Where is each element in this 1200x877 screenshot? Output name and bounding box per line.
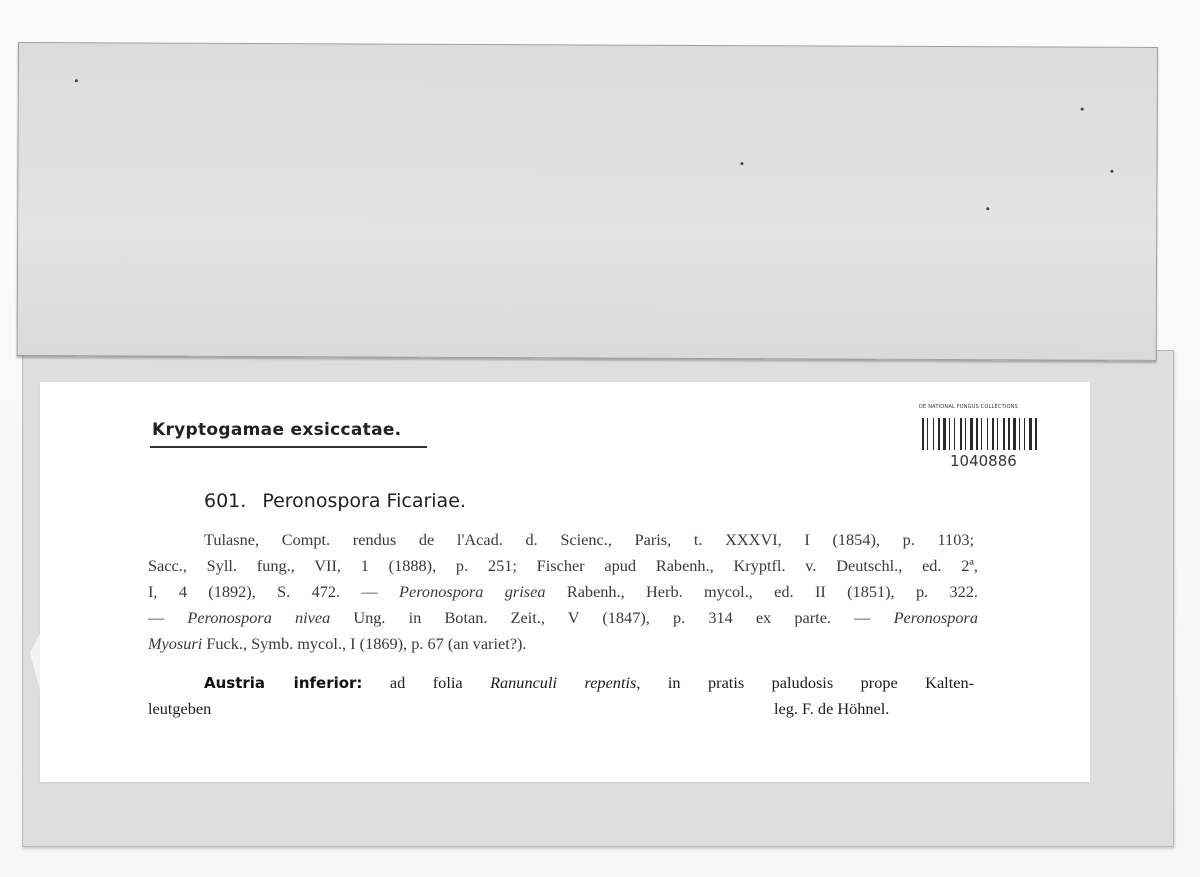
locality-line <box>204 670 974 696</box>
collector: leg. F. de Höhnel. <box>774 699 890 718</box>
locality-line: leutgeben <box>148 699 212 718</box>
locality-region: Austria inferior: <box>204 674 363 692</box>
barcode-bar <box>987 418 988 450</box>
barcode-bar <box>981 418 982 450</box>
barcode-bar <box>997 418 998 450</box>
citation-text: Ung. in Botan. Zeit., V (1847), p. 314 ex parte. — <box>330 608 894 627</box>
dust-speck <box>740 162 743 165</box>
species-heading <box>204 490 466 512</box>
citation-line <box>148 579 978 605</box>
barcode-bar <box>965 418 966 450</box>
series-title: Kryptogamae exsiccatae. <box>152 420 402 440</box>
barcode-bar <box>927 418 928 450</box>
barcode-bar <box>1019 418 1020 450</box>
barcode-bar <box>938 418 940 450</box>
barcode-sticker <box>912 398 1072 480</box>
barcode-bar <box>1024 418 1025 450</box>
barcode-bar <box>1008 418 1010 450</box>
barcode-bar <box>933 418 934 450</box>
species-name: Peronospora Ficariae. <box>262 490 466 512</box>
barcode-bar <box>1013 418 1016 450</box>
barcode-bar <box>1029 418 1032 450</box>
citation-text: — <box>148 608 188 627</box>
synonym-name: Myosuri <box>148 634 203 653</box>
synonym-name: Peronospora nivea <box>187 608 331 627</box>
citation-text: Fuck., Symb. mycol., I (1869), p. 67 (an variet?). <box>202 634 527 653</box>
citation-line: Tulasne, Compt. rendus de l'Acad. d. Scienc., Paris, t. XXXVI, I (1854), p. 1103; <box>204 530 974 549</box>
citation-text: I, 4 (1892), S. 472. — <box>148 582 400 601</box>
locality-text: ad folia <box>362 673 491 692</box>
citation-line <box>148 605 978 631</box>
barcode-bar <box>1035 418 1037 450</box>
barcode-bar <box>976 418 978 450</box>
dust-speck <box>986 207 989 210</box>
barcode-bar <box>954 418 955 450</box>
synonym-name: Peronospora <box>893 608 978 627</box>
barcode-bar <box>960 418 962 450</box>
series-title-underline <box>150 446 427 448</box>
locality-text: , in pratis paludosis prope Kalten- <box>636 673 974 692</box>
barcode-bar <box>922 418 924 450</box>
citation-line: Sacc., Syll. fung., VII, 1 (1888), p. 251; Fischer apud Rabenh., Kryptfl. v. Deutschl., ed. 2ª, <box>148 556 978 575</box>
barcode-bar <box>943 418 946 450</box>
species-number: 601. <box>204 490 247 512</box>
barcode-icon <box>922 418 1062 450</box>
barcode-bar <box>1003 418 1005 450</box>
dust-speck <box>1081 108 1084 111</box>
barcode-bar <box>992 418 994 450</box>
synonym-name: Peronospora grisea <box>399 582 546 601</box>
dust-speck <box>75 79 78 82</box>
host-name: Ranunculi repentis <box>490 673 637 692</box>
barcode-bar <box>949 418 950 450</box>
citation-line <box>148 631 978 657</box>
barcode-number: 1040886 <box>950 452 1017 470</box>
dust-speck <box>1110 170 1113 173</box>
packet-flap <box>17 42 1158 361</box>
barcode-bar <box>970 418 973 450</box>
barcode-caption: DE NATIONAL FUNGUS COLLECTIONS <box>919 404 1018 410</box>
citation-text: Rabenh., Herb. mycol., ed. II (1851), p. 322. <box>545 582 978 601</box>
